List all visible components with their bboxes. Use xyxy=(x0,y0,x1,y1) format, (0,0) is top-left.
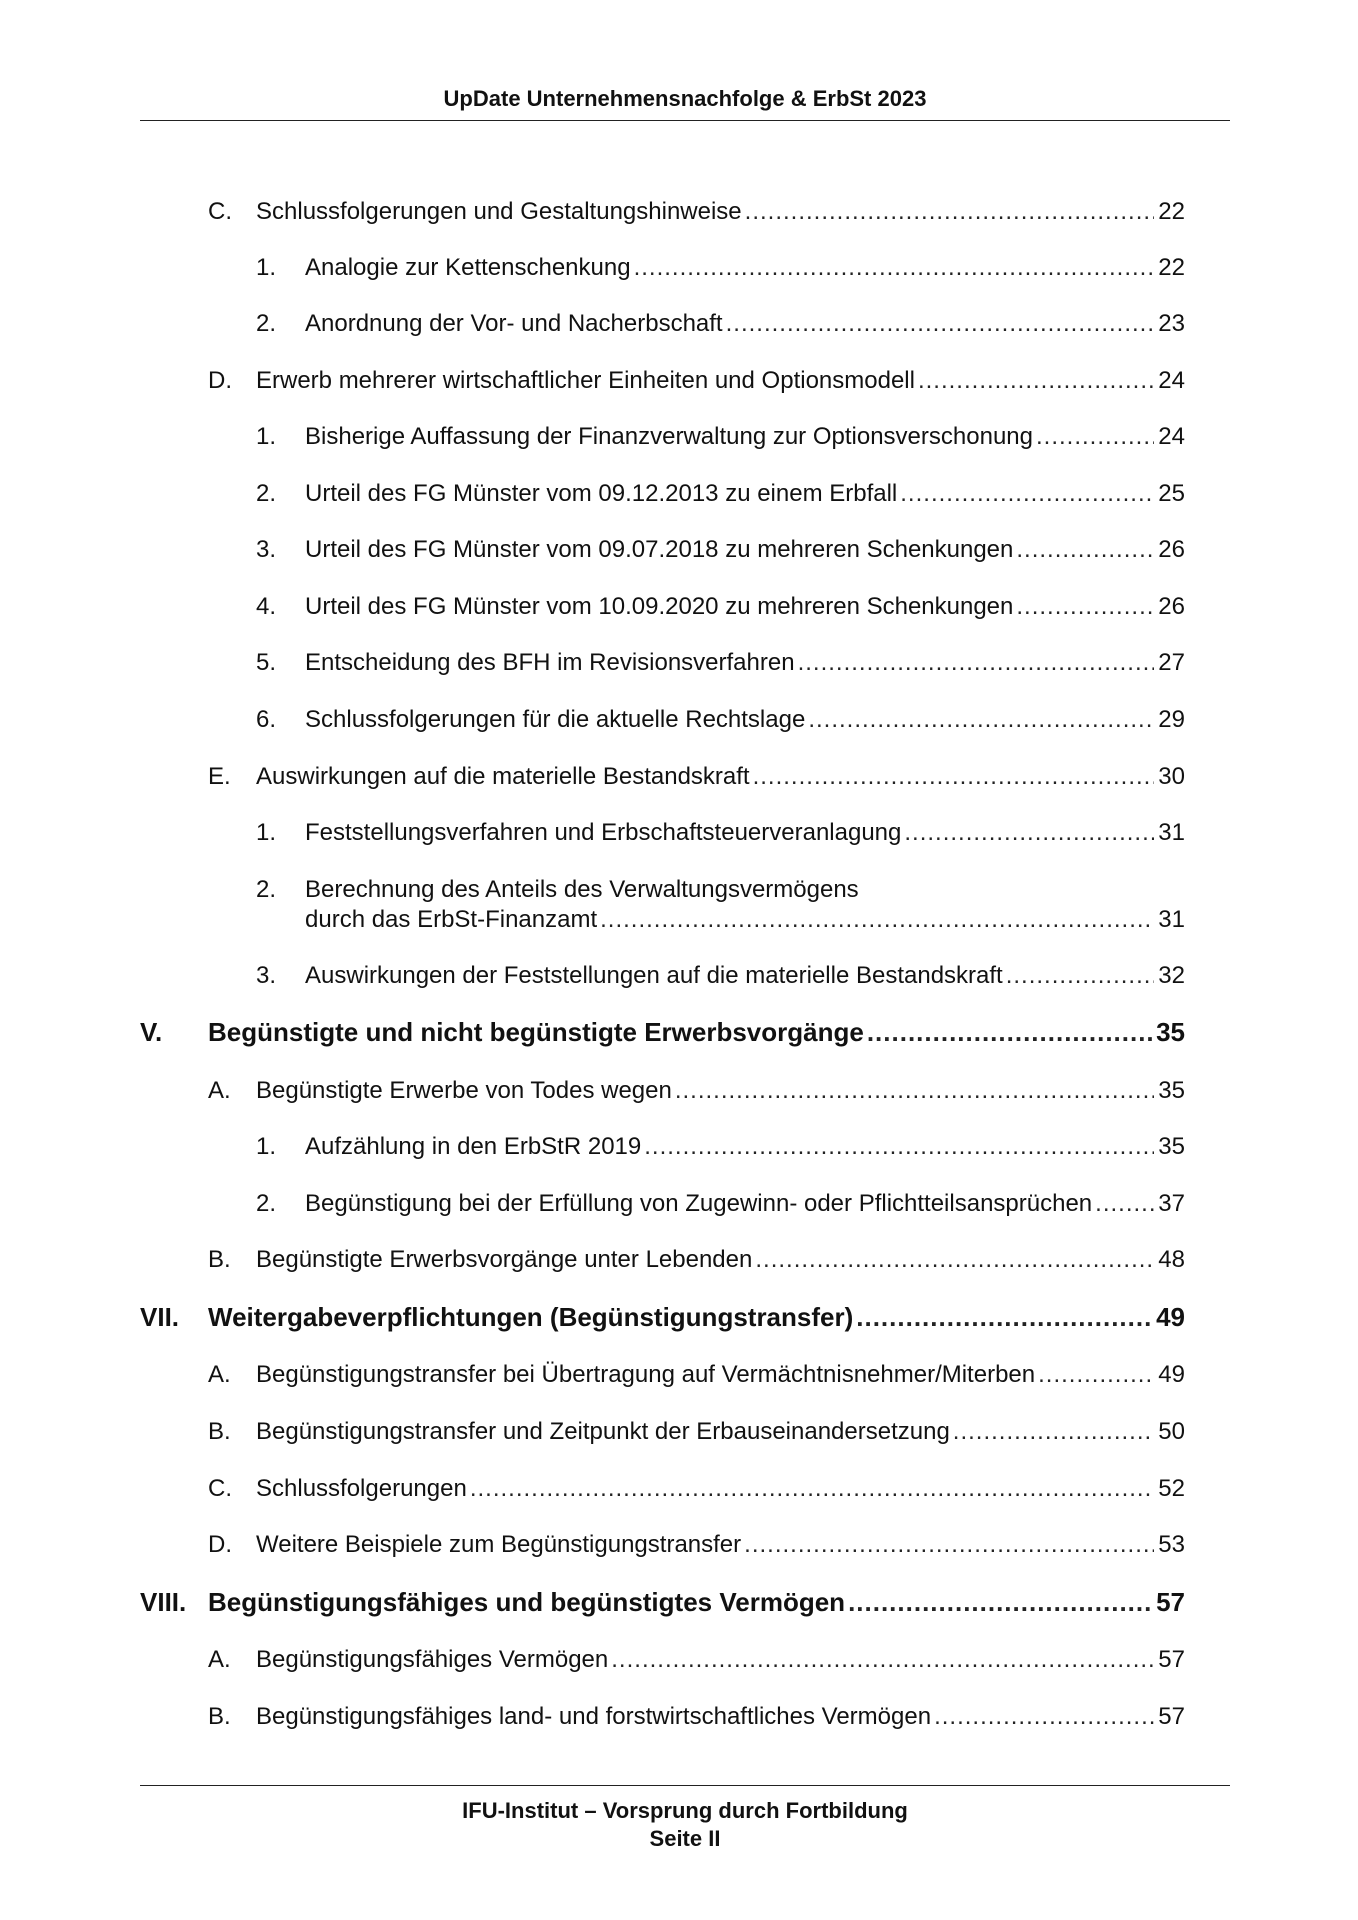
footer-institute: IFU-Institut – Vorsprung durch Fortbildung xyxy=(462,1798,908,1823)
toc-page: 27 xyxy=(1158,649,1185,676)
toc-leader xyxy=(934,1702,1154,1732)
toc-number: V. xyxy=(140,1017,163,1047)
toc-number: C. xyxy=(208,1475,232,1502)
toc-leader xyxy=(1036,422,1154,452)
toc-leader xyxy=(848,1587,1152,1617)
toc-title: Begünstigungsfähiges Vermögen xyxy=(256,1646,609,1673)
toc-page: 25 xyxy=(1158,480,1185,507)
toc-number: 6. xyxy=(256,706,277,733)
toc-page: 22 xyxy=(1158,254,1185,281)
toc-number: E. xyxy=(208,763,231,790)
header-rule xyxy=(140,120,1230,121)
toc-number: A. xyxy=(208,1361,231,1388)
toc-number: VIII. xyxy=(140,1587,187,1617)
toc-leader xyxy=(1038,1360,1154,1390)
toc-title: Schlussfolgerungen xyxy=(256,1475,467,1502)
toc-number: A. xyxy=(208,1077,231,1104)
toc-number: VII. xyxy=(140,1302,180,1332)
toc-number: 1. xyxy=(256,819,277,846)
toc-title: Erwerb mehrerer wirtschaftlicher Einheiten und Optionsmodell xyxy=(256,367,915,394)
toc-leader xyxy=(953,1417,1155,1447)
toc-page: 50 xyxy=(1158,1418,1185,1445)
toc-page: 57 xyxy=(1158,1646,1185,1673)
page-number: Seite II xyxy=(649,1826,721,1851)
toc-title: Urteil des FG Münster vom 09.12.2013 zu einem Erbfall xyxy=(305,480,898,507)
toc-leader xyxy=(753,762,1155,792)
toc-leader xyxy=(745,197,1155,227)
toc-number: 1. xyxy=(256,423,277,450)
toc-number: 1. xyxy=(256,1133,277,1160)
toc-title: Auswirkungen der Feststellungen auf die materielle Bestandskraft xyxy=(305,962,1003,989)
toc-title: Analogie zur Kettenschenkung xyxy=(305,254,631,281)
running-header: UpDate Unternehmensnachfolge & ErbSt 2023 xyxy=(443,86,927,111)
toc-leader xyxy=(600,905,1154,935)
toc-title: Urteil des FG Münster vom 10.09.2020 zu mehreren Schenkungen xyxy=(305,593,1014,620)
toc-number: 2. xyxy=(256,1190,277,1217)
toc-number: D. xyxy=(208,1531,232,1558)
toc-number: B. xyxy=(208,1246,231,1273)
toc-page: 35 xyxy=(1156,1017,1185,1047)
toc-entry[interactable] xyxy=(256,875,1185,935)
toc-page: 57 xyxy=(1156,1587,1185,1617)
toc-title: durch das ErbSt-Finanzamt xyxy=(305,906,598,933)
toc-leader xyxy=(904,818,1154,848)
toc-leader xyxy=(675,1076,1154,1106)
toc-leader xyxy=(856,1302,1152,1332)
toc-number: 2. xyxy=(256,480,277,507)
toc-leader xyxy=(634,253,1155,283)
toc-title: Feststellungsverfahren und Erbschaftsteuerveranlagung xyxy=(305,819,902,846)
toc-title: Anordnung der Vor- und Nacherbschaft xyxy=(305,310,723,337)
toc-title: Begünstigte und nicht begünstigte Erwerbsvorgänge xyxy=(208,1017,864,1047)
toc-number: 5. xyxy=(256,649,277,676)
toc-number: A. xyxy=(208,1646,231,1673)
toc-page: 22 xyxy=(1158,198,1185,225)
toc-leader xyxy=(867,1017,1152,1047)
toc-title: Schlussfolgerungen für die aktuelle Rechtslage xyxy=(305,706,806,733)
toc-page: 30 xyxy=(1158,763,1185,790)
toc-number: 3. xyxy=(256,962,277,989)
toc-page: 31 xyxy=(1158,906,1185,933)
toc-leader xyxy=(1006,961,1155,991)
toc-page: 48 xyxy=(1158,1246,1185,1273)
toc-title: Begünstigungstransfer und Zeitpunkt der Erbauseinandersetzung xyxy=(256,1418,950,1445)
toc-leader xyxy=(611,1645,1154,1675)
toc-number: 2. xyxy=(256,876,277,903)
toc-page: 57 xyxy=(1158,1703,1185,1730)
toc-number: 1. xyxy=(256,254,277,281)
toc-title: Begünstigung bei der Erfüllung von Zugewinn- oder Pflichtteilsansprüchen xyxy=(305,1190,1093,1217)
toc-number: 3. xyxy=(256,536,277,563)
toc-leader xyxy=(918,366,1154,396)
toc-page: 49 xyxy=(1158,1361,1185,1388)
toc-leader xyxy=(1016,592,1154,622)
toc-page: 35 xyxy=(1158,1077,1185,1104)
toc-leader xyxy=(1016,535,1154,565)
toc-page: 24 xyxy=(1158,367,1185,394)
toc-leader xyxy=(644,1132,1154,1162)
toc-page: 49 xyxy=(1156,1302,1185,1332)
toc-title: Urteil des FG Münster vom 09.07.2018 zu mehreren Schenkungen xyxy=(305,536,1014,563)
toc-leader xyxy=(798,648,1155,678)
toc-title-line1: Berechnung des Anteils des Verwaltungsvermögens xyxy=(305,876,859,903)
toc-title: Begünstigungsfähiges land- und forstwirtschaftliches Vermögen xyxy=(256,1703,932,1730)
toc-title: Bisherige Auffassung der Finanzverwaltung zur Optionsverschonung xyxy=(305,423,1033,450)
toc-number: B. xyxy=(208,1418,231,1445)
toc-title: Auswirkungen auf die materielle Bestandskraft xyxy=(256,763,750,790)
toc-number: C. xyxy=(208,198,232,225)
toc-title: Schlussfolgerungen und Gestaltungshinweise xyxy=(256,198,742,225)
toc-page: 35 xyxy=(1158,1133,1185,1160)
toc-page: 26 xyxy=(1158,536,1185,563)
toc-leader xyxy=(470,1474,1154,1504)
toc-leader xyxy=(1095,1189,1154,1219)
toc-leader xyxy=(744,1530,1154,1560)
toc-page: 52 xyxy=(1158,1475,1185,1502)
toc-title: Begünstigte Erwerbe von Todes wegen xyxy=(256,1077,672,1104)
toc-title: Begünstigungstransfer bei Übertragung auf Vermächtnisnehmer/Miterben xyxy=(256,1361,1036,1388)
toc-title: Weitere Beispiele zum Begünstigungstransfer xyxy=(256,1531,742,1558)
toc-title: Begünstigungsfähiges und begünstigtes Vermögen xyxy=(208,1587,846,1617)
toc-page: 23 xyxy=(1158,310,1185,337)
toc-title: Begünstigte Erwerbsvorgänge unter Lebenden xyxy=(256,1246,753,1273)
toc-number: D. xyxy=(208,367,232,394)
toc-page: 37 xyxy=(1158,1190,1185,1217)
toc-leader xyxy=(808,705,1154,735)
toc-title: Aufzählung in den ErbStR 2019 xyxy=(305,1133,642,1160)
toc-number: B. xyxy=(208,1703,231,1730)
toc-page: 24 xyxy=(1158,423,1185,450)
toc-number: 2. xyxy=(256,310,277,337)
toc-leader xyxy=(755,1245,1154,1275)
toc-title: Weitergabeverpflichtungen (Begünstigungstransfer) xyxy=(208,1302,854,1332)
toc-number: 4. xyxy=(256,593,277,620)
toc-leader xyxy=(726,309,1155,339)
toc-page: 32 xyxy=(1158,962,1185,989)
footer-rule xyxy=(140,1785,1230,1786)
toc-page: 26 xyxy=(1158,593,1185,620)
toc-page: 31 xyxy=(1158,819,1185,846)
toc-title: Entscheidung des BFH im Revisionsverfahren xyxy=(305,649,795,676)
toc-page: 29 xyxy=(1158,706,1185,733)
toc-leader xyxy=(900,479,1154,509)
toc-page: 53 xyxy=(1158,1531,1185,1558)
